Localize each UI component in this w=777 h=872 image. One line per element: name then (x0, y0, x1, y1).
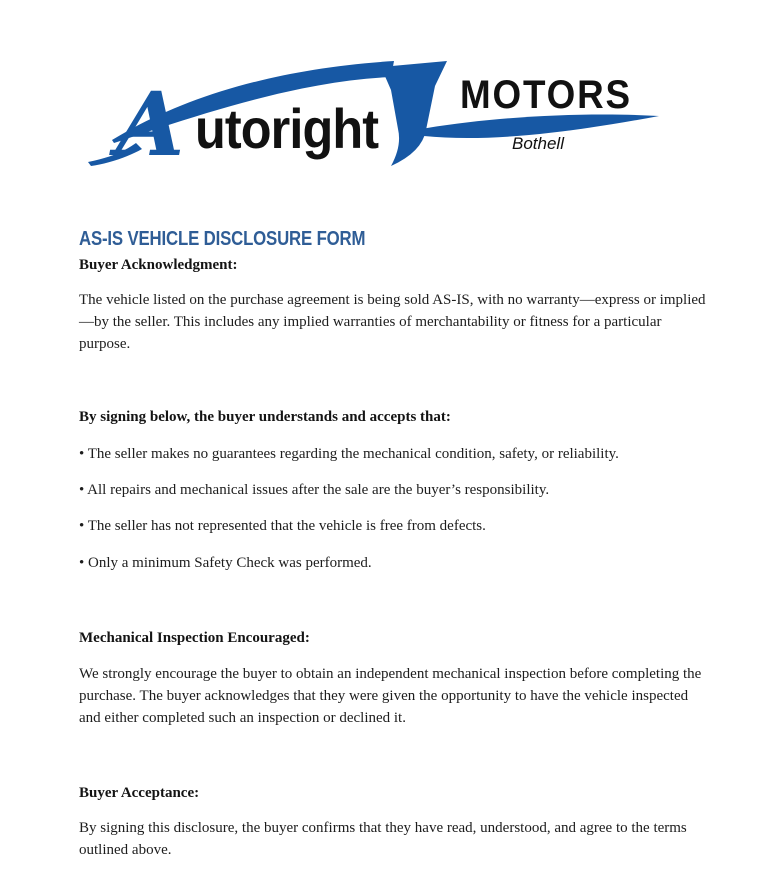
logo-motors-text: MOTORS (460, 73, 632, 117)
form-title: AS-IS VEHICLE DISCLOSURE FORM (79, 228, 366, 250)
buyer-acceptance-heading: Buyer Acceptance: (79, 785, 200, 801)
bullet-item-safety-check: • Only a minimum Safety Check was performed. (79, 555, 372, 571)
bullet-item-no-guarantees: • The seller makes no guarantees regarding the mechanical condition, safety, or reliability. (79, 446, 619, 462)
bullet-item-free-from-defects: • The seller has not represented that the vehicle is free from defects. (79, 518, 486, 534)
mechanical-inspection-heading: Mechanical Inspection Encouraged: (79, 630, 310, 646)
logo-brand-text: utoright (195, 97, 379, 160)
mechanical-inspection-paragraph: We strongly encourage the buyer to obtain an independent mechanical inspection before completing the purchase. The buyer acknowledges that they were given the opportunity to have the vehicle inspected and either completed such an inspection or declined it. (79, 666, 702, 726)
buyer-acceptance-paragraph: By signing this disclosure, the buyer confirms that they have read, understood, and agree to the terms outlined above. (79, 820, 687, 858)
buyer-acknowledgment-heading: Buyer Acknowledgment: (79, 257, 238, 273)
logo-letter-a: A (116, 72, 185, 176)
buyer-acknowledgment-paragraph: The vehicle listed on the purchase agreement is being sold AS-IS, with no warranty—express or implied—by the seller. This includes any implied warranties of merchantability or fitness for a particular purpose. (79, 292, 706, 352)
logo-location-text: Bothell (512, 134, 564, 153)
bullet-item-repairs-responsibility: • All repairs and mechanical issues after the sale are the buyer’s responsibility. (79, 482, 550, 498)
signing-terms-heading: By signing below, the buyer understands and accepts that: (79, 409, 451, 425)
dealership-logo (88, 58, 666, 176)
